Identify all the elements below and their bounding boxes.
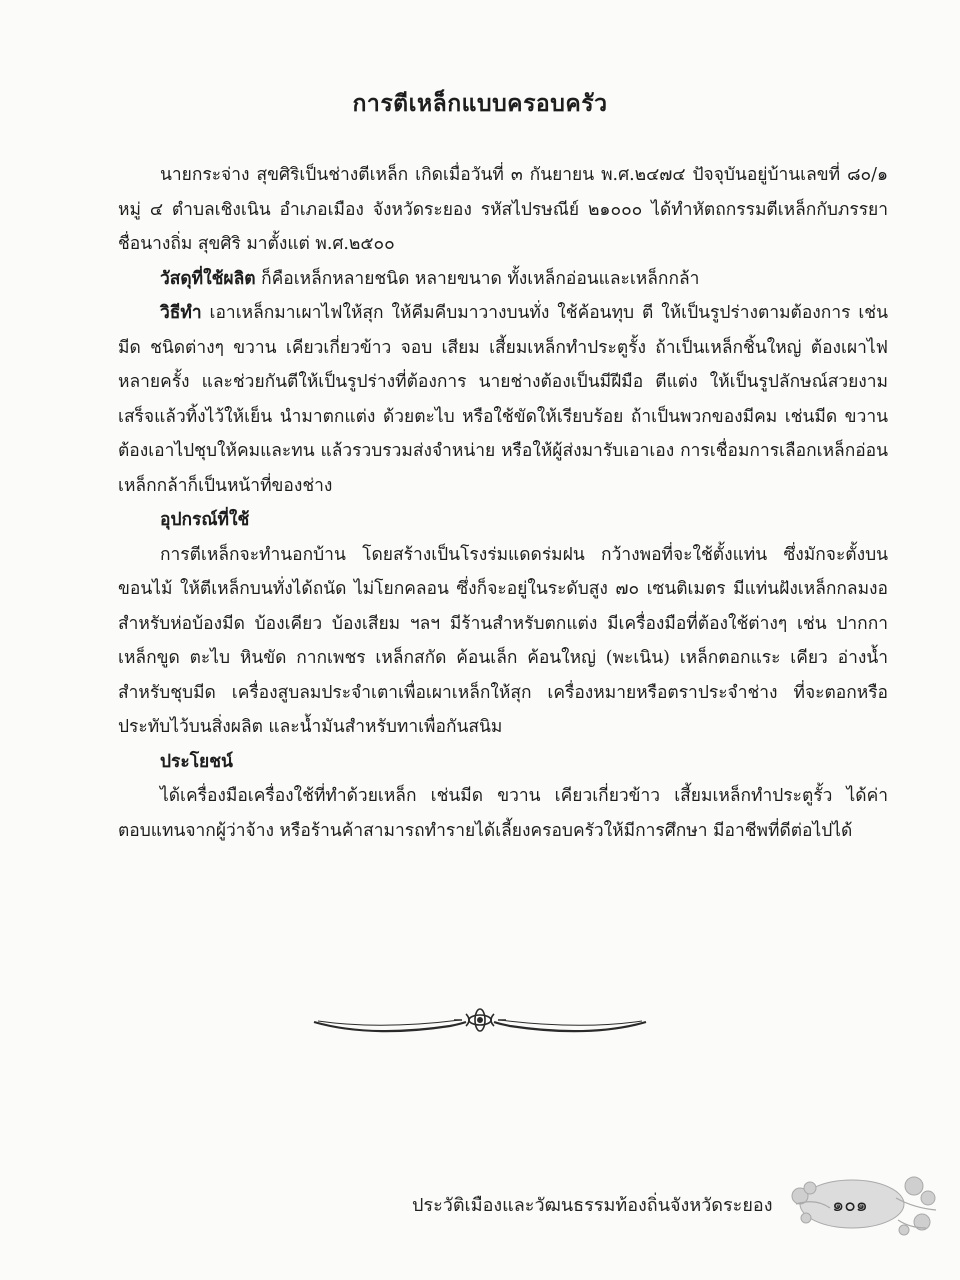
page-number: ๑๐๑ (832, 1194, 868, 1216)
method-paragraph (118, 296, 888, 503)
method-label: วิธีทำ (160, 303, 202, 323)
materials-paragraph (118, 262, 888, 297)
materials-label: วัสดุที่ใช้ผลิต (160, 268, 256, 289)
book-title: ประวัติเมืองและวัฒนธรรมท้องถิ่นจังหวัดระยอง (412, 1195, 773, 1216)
page-title: การตีเหล็กแบบครอบครัว (352, 90, 608, 117)
equipment-heading: อุปกรณ์ที่ใช้ (160, 510, 250, 530)
equipment-paragraph: การตีเหล็กจะทำนอกบ้าน โดยสร้างเป็นโรงร่มแดดร่มฝน กว้างพอที่จะใช้ตั้งแท่น ซึ่งมักจะตั้งบนขอนไม้ ให้ตีเหล็กบนทั่งได้ถนัด ไม่โยกคลอน ซึ่งก็จะอยู่ในระดับสูง ๗๐ เซนติเมตร มีแท่นฝังเหล็กกลมงอ สำหรับห่อบ้องมีด บ้องเคียว บ้องเสียม ฯลฯ มีร้านสำหรับตกแต่ง มีเครื่องมือที่ต้องใช้ต่างๆ เช่น ปากกา เหล็กขูด ตะไบ หินขัด กากเพชร เหล็กสกัด ค้อนเล็ก ค้อนใหญ่ (พะเนิน) เหล็กตอกแระ เคียว อ่างน้ำสำหรับชุบมีด เครื่องสูบลมประจำเตาเพื่อเผาเหล็กให้สุก เครื่องหมายหรือตราประจำช่าง ที่จะตอกหรือประทับไว้บนสิ่งผลิต และน้ำมันสำหรับทาเพื่อกันสนิม (118, 544, 888, 737)
intro-paragraph: นายกระจ่าง สุขศิริเป็นช่างตีเหล็ก เกิดเมื่อวันที่ ๓ กันยายน พ.ศ.๒๔๗๔ ปัจจุบันอยู่บ้านเลขที่ ๘๐/๑ หมู่ ๔ ตำบลเชิงเนิน อำเภอเมือง จังหวัดระยอง รหัสไปรษณีย์ ๒๑๐๐๐ ได้ทำหัตถกรรมตีเหล็กกับภรรยา ชื่อนางถิ่ม สุขศิริ มาตั้งแต่ พ.ศ.๒๕๐๐ (118, 165, 888, 254)
method-text: เอาเหล็กมาเผาไฟให้สุก ให้คีมคีบมาวางบนทั่ง ใช้ค้อนทุบ ตี ให้เป็นรูปร่างตามต้องการ เช่น มีด ชนิดต่างๆ ขวาน เคียวเกี่ยวข้าว จอบ เสียม เสี้ยมเหล็กทำประตูรั้ง ถ้าเป็นเหล็กชิ้นใหญ่ ต้องเผาไฟหลายครั้ง และช่วยกันตีให้เป็นรูปร่างที่ต้องการ นายช่างต้องเป็นมีฝีมือ ตีแต่ง ให้เป็นรูปลักษณ์สวยงาม เสร็จแล้วทิ้งไว้ให้เย็น นำมาตกแต่ง ด้วยตะไบ หรือใช้ขัดให้เรียบร้อย ถ้าเป็นพวกของมีคม เช่นมีด ขวาน ต้องเอาไปชุบให้คมและทน แล้วรวบรวมส่งจำหน่าย หรือให้ผู้ส่งมารับเอาเอง การเชื่อมการเลือกเหล็กอ่อน เหล็กกล้าก็เป็นหน้าที่ของช่าง (118, 303, 888, 496)
benefit-heading: ประโยชน์ (160, 751, 233, 772)
article-body (118, 158, 888, 848)
ornamental-divider-icon (310, 1004, 650, 1044)
benefit-paragraph: ได้เครื่องมือเครื่องใช้ที่ทำด้วยเหล็ก เช่นมีด ขวาน เคียวเกี่ยวข้าว เสี้ยมเหล็กทำประตูรั้ว ได้ค่าตอบแทนจากผู้ว่าจ้าง หรือร้านค้าสามารถทำรายได้เลี้ยงครอบครัวให้มีการศึกษา มีอาชีพที่ดีต่อไปได้ (118, 786, 888, 841)
materials-text: ก็คือเหล็กหลายชนิด หลายขนาด ทั้งเหล็กอ่อนและเหล็กกล้า (255, 268, 700, 289)
